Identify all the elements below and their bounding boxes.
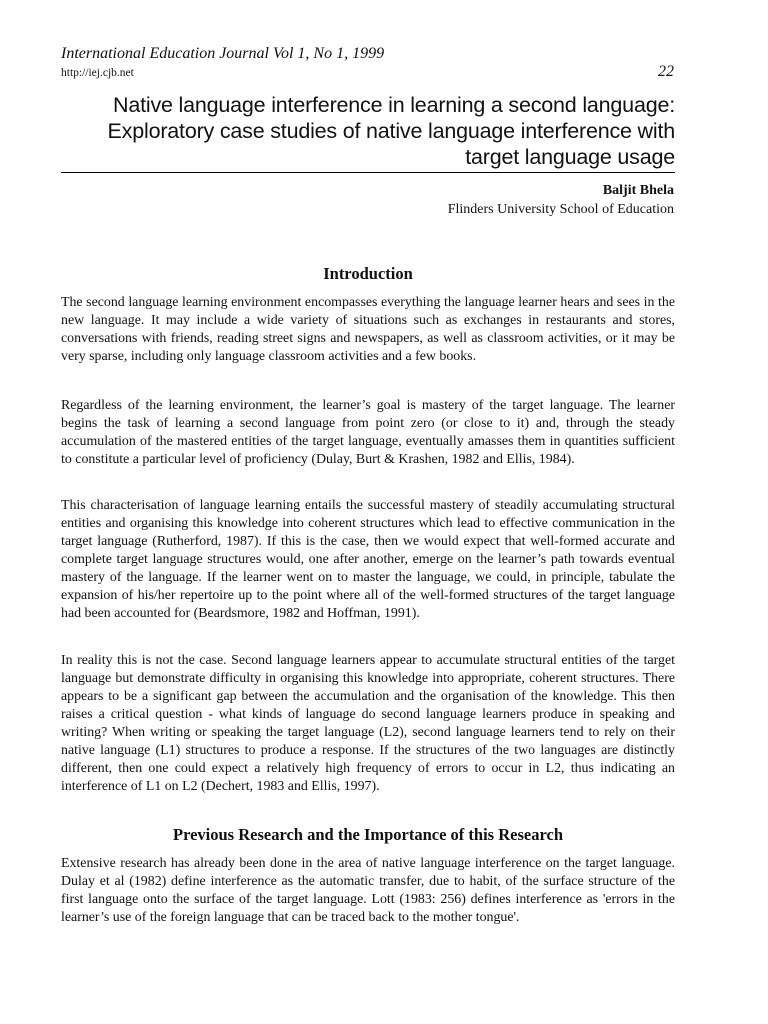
paper-title: Native language interference in learning a second language: Exploratory case studies of native language interference with target language usage [107,93,675,169]
section-heading-introduction: Introduction [323,264,413,283]
section-heading-previous-research: Previous Research and the Importance of this Research [172,825,563,844]
paragraph: Extensive research has already been done in the area of native language interference on the target language. Dulay et al (1982) define interference as the automatic transfer, due to habit, of the surface structure of the first language onto the surface of the target language. Lott (1983: 256) defines interference as 'errors in the learner’s use of the foreign language that can be traced back to the mother tongue'. [61,856,675,925]
journal-url[interactable]: http://iej.cjb.net [61,67,134,79]
paragraph: Regardless of the learning environment, the learner’s goal is mastery of the target language. The learner begins the task of learning a second language from point zero (or close to it) and, through the steady accumulation of the mastered entities of the target language, eventually amasses them in quantities sufficient to constitute a particular level of proficiency (Dulay, Burt & Krashen, 1982 and Ellis, 1984). [61,398,675,467]
author-name: Baljit Bhela [602,183,674,198]
journal-name: International Education Journal Vol 1, No 1, 1999 [61,45,385,62]
author-affiliation: Flinders University School of Education [447,202,674,217]
page-number: 22 [658,63,674,80]
paragraph: In reality this is not the case. Second language learners appear to accumulate structural entities of the target language but demonstrate difficulty in organising this knowledge into appropriate, coherent structures. There appears to be a significant gap between the accumulation and the organisation of the knowledge. This then raises a critical question - what kinds of language do second language learners produce in speaking and writing? When writing or speaking the target language (L2), second language learners tend to rely on their native language (L1) structures to produce a response. If the structures of the two languages are distinctly different, then one could expect a relatively high frequency of errors to occur in L2, thus indicating an interference of L1 on L2 (Dechert, 1983 and Ellis, 1997). [61,653,675,794]
paragraph: This characterisation of language learning entails the successful mastery of steadily accumulating structural entities and organising this knowledge into coherent structures which lead to effective communication in the target language (Rutherford, 1987). If this is the case, then we would expect that well-formed accurate and complete target language structures would, one after another, emerge on the learner’s path towards eventual mastery of the language. If the learner went on to master the language, we could, in principle, tabulate the expansion of his/her repertoire up to the point where all of the well-formed structures of the target language had been accounted for (Beardsmore, 1982 and Hoffman, 1991). [61,498,675,621]
title-divider [61,172,675,173]
paragraph: The second language learning environment encompasses everything the language learner hears and sees in the new language. It may include a wide variety of situations such as exchanges in restaurants and stores, conversations with friends, reading street signs and newspapers, as well as classroom activities, or it may be very sparse, including only language classroom activities and a few books. [61,295,675,364]
